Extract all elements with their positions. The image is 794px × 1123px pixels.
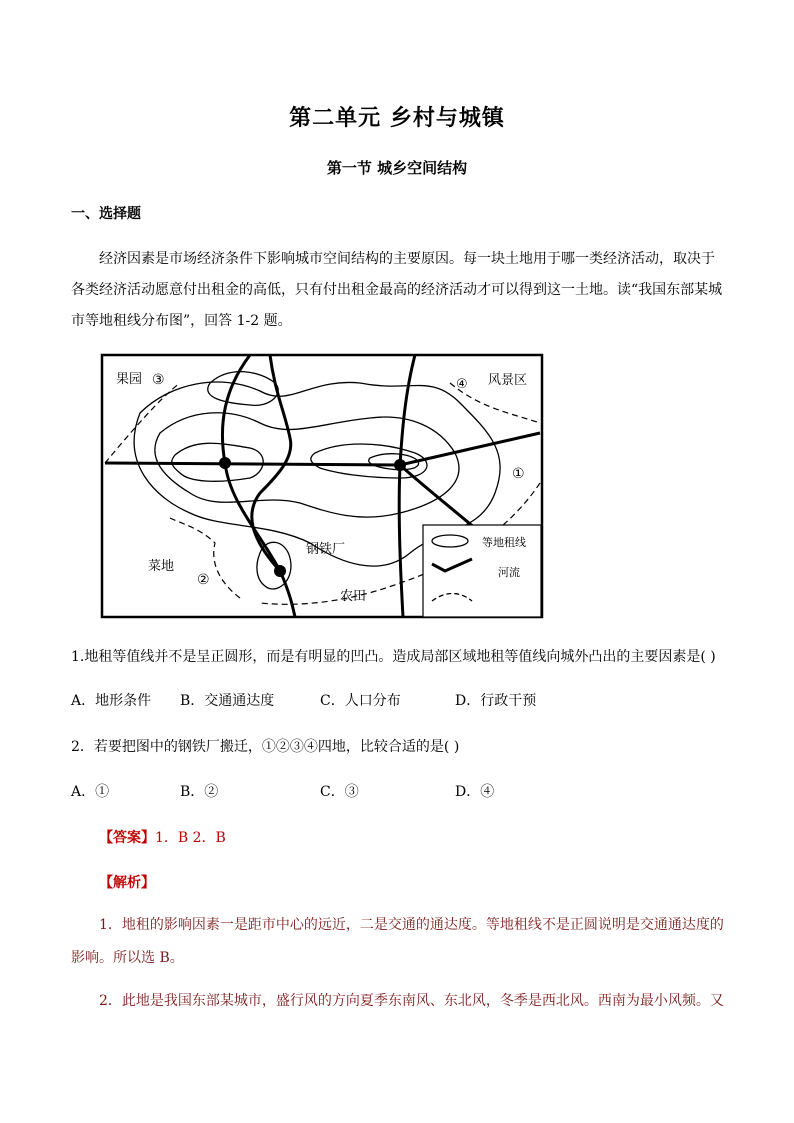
question-1-option-c: C．人口分布 xyxy=(320,693,401,709)
intro-paragraph: 经济因素是市场经济条件下影响城市空间结构的主要原因。每一块土地用于哪一类经济活动，取决于各类经济活动愿意付出租金的高低，只有付出租金最高的经济活动才可以得到这一土地。读“我国东部某城市等地租线分布图”，回答 1-2 题。 xyxy=(71,251,723,329)
orchard-label: 果园 xyxy=(116,372,143,387)
page-title: 第二单元 乡村与城镇 xyxy=(289,105,505,131)
explanation-2: 2．此地是我国东部某城市，盛行风的方向夏季东南风、东北风，冬季是西北风。西南为最小风频。又 xyxy=(99,993,724,1009)
site-4-label: ④ xyxy=(456,377,468,392)
legend-river-label: 河流 xyxy=(498,566,520,579)
question-2-stem: 2．若要把图中的钢铁厂搬迁，①②③④四地，比较合适的是( ) xyxy=(71,739,460,755)
section-subtitle: 第一节 城乡空间结构 xyxy=(326,159,468,177)
junction-east xyxy=(394,459,406,471)
question-2-option-a: A．① xyxy=(71,784,110,800)
question-1-option-d: D．行政干预 xyxy=(455,693,537,709)
question-1-option-a: A．地形条件 xyxy=(71,693,152,709)
explanation-1: 1．地租的影响因素一是距市中心的远近，二是交通的通达度。等地租线不是正圆说明是交通通达度的影响。所以选 B。 xyxy=(71,917,724,966)
answer-line xyxy=(99,827,226,847)
junction-steel xyxy=(274,565,286,577)
junction-west xyxy=(219,457,231,469)
question-2-option-c: C．③ xyxy=(320,784,359,800)
answer-text: 1．B 2．B xyxy=(155,830,226,846)
farmland-label: 农田 xyxy=(340,589,367,604)
scenic-area-label: 风景区 xyxy=(488,373,528,388)
question-2-option-b: B．② xyxy=(180,784,219,800)
site-2-label: ② xyxy=(197,572,210,588)
site-3-label: ③ xyxy=(152,372,165,388)
analysis-label: 【解析】 xyxy=(99,875,155,891)
question-type-heading: 一、选择题 xyxy=(71,206,141,222)
question-1-stem: 1.地租等值线并不是呈正圆形，而是有明显的凹凸。造成局部区域地租等值线向城外凸出的主要因素是( ) xyxy=(71,649,716,665)
map-legend xyxy=(423,525,541,617)
steel-plant-label: 钢铁厂 xyxy=(306,542,346,557)
question-2-option-d: D．④ xyxy=(455,784,495,800)
vegetable-field-label: 菜地 xyxy=(148,559,175,574)
legend-isoline-label: 等地租线 xyxy=(482,536,526,549)
site-1-label: ① xyxy=(512,466,525,482)
answer-label: 【答案】 xyxy=(99,830,155,846)
question-1-option-b: B．交通通达度 xyxy=(180,693,275,709)
road-ew xyxy=(105,463,400,465)
land-rent-map xyxy=(100,353,548,621)
